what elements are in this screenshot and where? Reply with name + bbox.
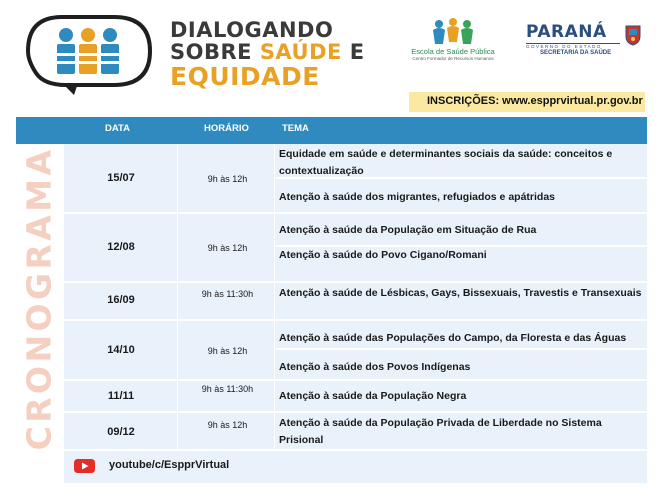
row-date: 15/07 — [107, 172, 135, 184]
title-line-3: EQUIDADE — [170, 62, 320, 91]
row-theme: Atenção à saúde da População Privada de Liberdade no Sistema Prisional — [279, 417, 602, 446]
row-date: 11/11 — [107, 390, 135, 402]
row-date: 16/09 — [107, 294, 135, 306]
youtube-link[interactable]: youtube/c/EspprVirtual — [109, 459, 230, 471]
parana-logo — [526, 22, 646, 56]
parana-logo-name: PARANÁ — [526, 22, 607, 42]
row-hour: 9h às 12h — [207, 420, 248, 430]
esp-logo-subtitle: Centro Formador de Recursos Humanos — [412, 56, 494, 61]
parana-logo-secretaria: SECRETARIA DA SAÚDE — [540, 50, 612, 56]
column-header-data: DATA — [105, 123, 130, 134]
title-line-2 — [170, 42, 365, 63]
school-people-icon — [427, 18, 479, 46]
row-date: 12/08 — [107, 241, 135, 253]
program-title — [170, 20, 365, 89]
row-theme: Atenção à saúde dos Povos Indígenas — [279, 361, 471, 373]
row-theme: Atenção à saúde das Populações do Campo, da Floresta e das Águas — [279, 332, 627, 344]
row-hour: 9h às 12h — [207, 346, 248, 356]
youtube-icon[interactable] — [74, 459, 95, 473]
registration-link[interactable]: INSCRIÇÕES: www.espprvirtual.pr.gov.br — [427, 95, 643, 107]
row-hour: 9h às 12h — [207, 243, 248, 253]
row-theme: Atenção à saúde da População Negra — [279, 390, 467, 402]
program-logo — [22, 13, 154, 97]
cronograma-label: CRONOGRAMA — [19, 146, 59, 450]
title-line-2-highlight: SAÚDE — [259, 40, 342, 64]
row-theme: Atenção à saúde do Povo Cigano/Romani — [279, 249, 487, 261]
title-line-1: DIALOGANDO — [170, 18, 334, 42]
column-header-tema: TEMA — [282, 123, 309, 134]
row-theme: Atenção à saúde de Lésbicas, Gays, Bissexuais, Travestis e Transexuais — [279, 287, 642, 299]
row-theme: Atenção à saúde da População em Situação de Rua — [279, 224, 537, 236]
parana-logo-government: GOVERNO DO ESTADO — [526, 43, 620, 49]
title-line-2-suffix: E — [349, 40, 365, 64]
row-theme: Atenção à saúde dos migrantes, refugiados e apátridas — [279, 191, 555, 203]
column-header-horario: HORÁRIO — [204, 123, 249, 134]
table-header — [16, 117, 647, 144]
esp-logo-name: Escola de Saúde Pública — [411, 47, 495, 56]
esp-logo — [404, 18, 502, 61]
row-date: 09/12 — [107, 426, 135, 438]
row-hour: 9h às 11:30h — [201, 384, 254, 394]
row-hour: 9h às 12h — [207, 174, 248, 184]
row-theme: Equidade em saúde e determinantes sociais da saúde: conceitos e contextualização — [279, 148, 613, 177]
title-line-2-prefix: SOBRE — [170, 40, 252, 64]
people-icon — [57, 28, 119, 74]
side-label — [18, 146, 60, 450]
row-hour: 9h às 11:30h — [201, 289, 254, 299]
state-coat-of-arms-icon — [624, 24, 642, 46]
row-date: 14/10 — [107, 344, 135, 356]
registration-banner — [409, 92, 645, 112]
